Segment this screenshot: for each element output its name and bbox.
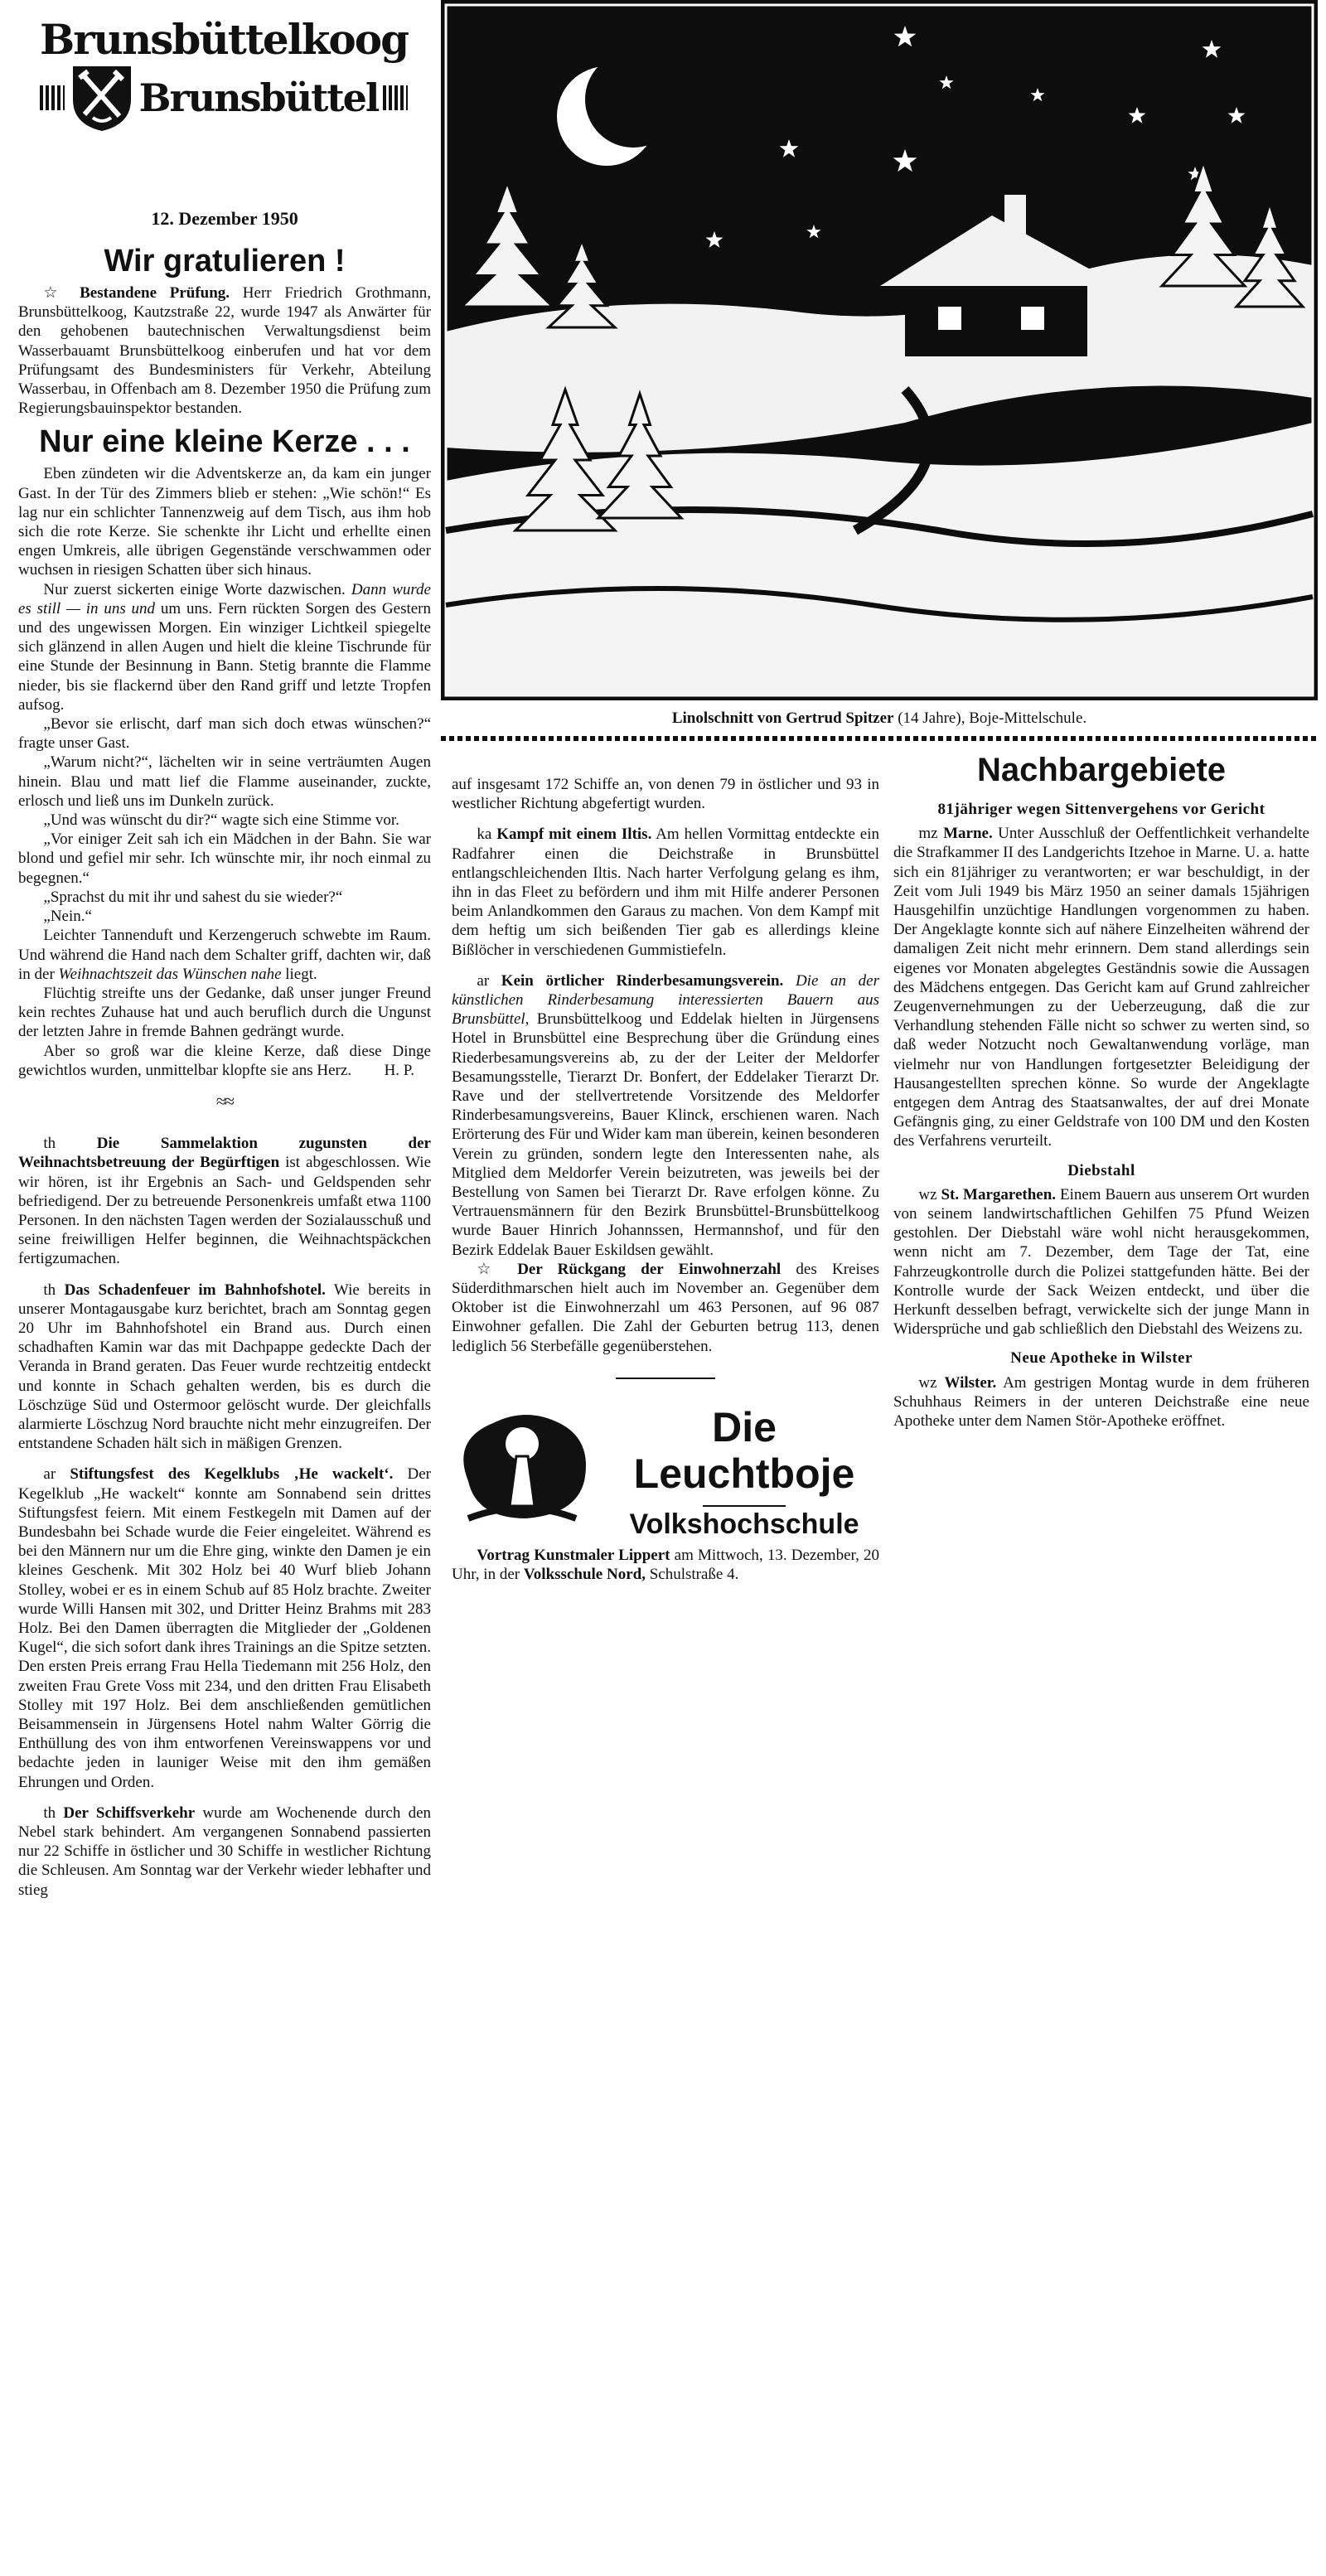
text-run: ar [477,971,501,990]
text-run: Flüchtig streifte uns der Gedanke, daß unser junger Freund kein rechtes Zuhause hat und auch beruflich durch die Ungunst der letzten Jahre in fremde Bahnen gedrängt wurde. [18,984,431,1041]
ad-text-mid: am Mittwoch, 13. Dezember, 20 Uhr, in der [452,1547,879,1584]
text-run: Der Kegelklub „He wackelt“ konnte am Sonnabend sein drittes Stiftungsfest feiern. Mit einem Festkegeln mit Damen auf der Bundesbahn bei Schade wurde die Feier eingeleitet. Während es bei den Männern nur um die Ehre ging, winkte den Damen je ein kleines Geschenk. Mit 302 Holz bei 40 Wurf blieb Johann Stolley, wobei er es in einem Schub auf 85 Holz brachte. Zweiter wurde Willi Hansen mit 302, und Dritter Heinz Brahms mit 283 Holz. Bei den Damen überragten die Mitglieder der „Goldenen Kugel“, die sich sofort dank ihres Trainings an die Spitze setzten. Den ersten Preis errang Frau Hella Tiedemann mit 256 Holz, den zweiten Frau Grete Voss mit 234, und den dritten Frau Elisabeth Stolley mit 197 Holz. Bei dem anschließenden gemütlichen Beisammensein in Jürgensens Hotel nahm Walter Görrig die Enthüllung des von ihm entworfenen Vereinswappens vor und bedachte jeden in launiger Weise mit den ihm gemäßen Ehrungen und Orden. [18,1465,431,1791]
masthead-line2: Brunsbüttel [138,75,379,120]
anchor-shield-icon [70,63,134,133]
article-lead: Wilster. [944,1373,997,1392]
text-run: th [43,1135,97,1153]
column-right [893,750,1309,1431]
ad-leuchtboje [452,1404,879,1585]
article-lead: Der Schiffsverkehr [63,1804,196,1822]
issue-date: 12. Dezember 1950 [151,208,298,229]
article-paragraph [18,984,431,1042]
article-paragraph [452,971,879,1260]
text-run: th [43,1281,65,1299]
dotted-divider [441,736,1318,741]
article-paragraph [18,907,431,926]
caption-artist: Linolschnitt von Gertrud Spitzer [671,709,894,727]
article-lead: Das Schadenfeuer im Bahnhofshotel. [64,1281,326,1299]
article-lead: Kein örtlicher Rinderbesamungsverein. [501,971,784,990]
text-run: „Bevor sie erlischt, darf man sich doch etwas wünschen?“ fragte unser Gast. [18,715,431,753]
article-paragraph [18,1281,431,1454]
text-run: „Nein.“ [43,908,92,926]
article-paragraph [18,1804,431,1900]
text-run: „Und was wünscht du dir?“ wagte sich eine Stimme vor. [43,811,399,830]
article-lead: Der Rückgang der Einwohnerzahl [517,1260,782,1278]
article-paragraph [18,1042,431,1080]
article-paragraph [18,753,431,811]
text-run: um uns. Fern rückten Sorgen des Gestern und des ungewissen Morgen. Ein winziger Lichtkeil spiegelte sich glänzend in allen Augen und hielt die kleine Tischrunde für eine Stunde der Besinnung in Bann. Stetig brannte die Flamme nieder, bis sie flackernd über den Rand griff und letzte Tropfen aufsog. [18,599,431,714]
article-lead: Kampf mit einem Iltis. [496,826,652,844]
text-run: wz [918,1373,945,1392]
text-run: ist abgeschlossen. Wie wir hören, ist ihr Ergebnis an Sach- und Geldspenden sehr befriedigend. Der zu betreuende Personenkreis umfaßt etwa 1100 Personen. In den nächsten Tagen werden der Sozialausschuß und seine freiwilligen Helfer beginnen, die Weihnachtspäckchen fertigzumachen. [18,1154,432,1268]
text-run: Dann wurde es still — in uns und [18,580,431,617]
article-paragraph [18,283,431,418]
rule [616,1378,715,1379]
text-run: Brunsbüttelkoog und Eddelak hielten in Jürgensens Hotel in Brunsbüttel eine Besprechung über die Gründung eines Riederbesamungsvereins ab, zu der der Leiter der Meldorfer Besamungsstelle, Tierarzt Dr. Bonfert, der Eddelaker Tierarzt Dr. Rave und der stellvertretende Vorsitzende des Meldorfer Rinderbesamungsvereins, Bauer Klinck, erschienen waren. Nach Erörterung des Für und Wider kam man überein, keinen besonderen Verein zu gründen, sondern legte den Interessenten nahe, als Mitglied dem Meldorfer Verein beizutreten, was jeweils bei der Bestellung von Samen bei Tierarzt Dr. Rave erfolgen könne. Zu Vertrauensmännern für den Bezirk Brunsbüttel-Brunsbüttelkoog wurde Bauer Hinrich Johannssen, Hermannshof, und für den Bezirk Eddelak Bauer Eskildsen gewählt. [452,1010,879,1259]
lighthouse-buoy-icon [452,1407,593,1531]
text-run: „Vor einiger Zeit sah ich ein Mädchen in der Bahn. Sie war blond und gefiel mir sehr. Ich wünschte mir, ihr noch einmal zu begegnen.“ [18,830,431,887]
text-run: auf insgesamt 172 Schiffe an, von denen 79 in östlicher und 93 in westlicher Richtung abgefertigt wurden. [452,776,879,813]
ribbon-right [383,85,408,110]
subheading: Neue Apotheke in Wilster [1010,1349,1193,1368]
text-run: th [43,1804,64,1822]
subheading: 81jähriger wegen Sittenvergehens vor Gericht [937,801,1266,818]
text-run: Weihnachtszeit das Wünschen nahe [58,965,282,983]
article-paragraph [18,830,431,888]
article-paragraph [452,775,879,813]
text-run: Am gestrigen Montag wurde in dem früheren Schuhhaus Reimers in der unteren Deichstraße eine neue Apotheke unter dem Namen Stör-Apotheke eröffnet. [893,1373,1309,1431]
heading: Nur eine kleine Kerze . . . [39,424,410,460]
text-run: liegt. [281,965,317,983]
article-paragraph [18,811,431,830]
text-run: des Kreises Süderdithmarschen hielt auch im November an. Gegenüber dem Oktober ist die Einwohnerzahl um 463 Personen, auf 96 087 Einwohner gefallen. Die Zahl der Geburten betrug 113, denen lediglich 56 Sterbefälle gegenüberstehen. [452,1260,879,1355]
ad-text [452,1546,879,1584]
text-run: Herr Friedrich Grothmann, Brunsbüttelkoog, Kautzstraße 22, wurde 1947 als Anwärter für den gehobenen bautechnischen Verwaltungsdienst beim Wasserbauamt Brunsbüttelkoog einberufen und hat vor dem Prüfungsamt des Bundesministers für Verkehr, Abteilung Wasserbau, in Offenbach am 8. Dezember 1950 die Prüfung zum Regierungsbauinspektor bestanden. [18,284,431,418]
ad-text-bold: Volksschule Nord, [523,1566,646,1584]
article-lead: Marne. [943,825,993,843]
ad-subtitle: Volkshochschule [629,1508,859,1540]
heading-gratulieren: Wir gratulieren ! [104,244,346,278]
ad-title: Die Leuchtboje [633,1403,855,1497]
article-paragraph [452,1260,879,1356]
article-paragraph [18,714,431,753]
masthead-line1: Brunsbüttelkoog [39,15,409,64]
text-run: Aber so groß war die kleine Kerze, daß diese Dinge gewichtlos wurden, unmittelbar klopfte sie ans Herz. [18,1042,431,1079]
text-run: wurde am Wochenende durch den Nebel stark behindert. Am vergangenen Sonnabend passierten nur 22 Schiffe in östlicher und 30 Schiffe in westlicher Richtung die Schleusen. Am Sonntag war der Verkehr wieder lebhafter und stieg [18,1804,432,1899]
illustration-caption [441,709,1318,728]
text-run: Wie bereits in unserer Montagausgabe kurz berichtet, brach am Sonntag gegen 20 Uhr im Bahnhofshotel ein Brand aus. Durch einen schadhaften Kamin war das mit Dachpappe gedeckte Dach der Veranda in Brand geraten. Das Feuer wurde rechtzeitig entdeckt und konnte in Schach gehalten werden, bis es durch die Löschzüge Süd und Ostermoor gelöscht wurde. Der gleichfalls alarmierte Löschzug Nord brauchte nicht mehr einzugreifen. Der entstandene Schaden hält sich in mäßigen Grenzen. [18,1281,432,1453]
article-paragraph [18,1134,431,1268]
text-run: ☆ [43,284,80,302]
author-signature: H. P. [384,1061,414,1079]
masthead [25,15,423,133]
text-run: Am hellen Vormittag entdeckte ein Radfahrer einen die Deichstraße in Brunsbüttel entlangschleichenden Iltis. Nach harter Verfolgung gelang es ihm, ihn in das Fleet zu befördern und ihm mit Hilfe anderer Personen beim Anlandkommen den Garaus zu machen. Von dem Kampf mit dem heftig um sich beißenden Tier gab es allerdings kleine Bißlöcher in verschiedenen Gummistiefeln. [452,826,879,959]
text-run: Einem Bauern aus unserem Ort wurden von seinem landwirtschaftlichen Gehilfen 75 Pfund Weizen gestohlen. Der Diebstahl wäre wohl nicht herausgekommen, wenn nicht am 7. Dezember, dem Tage der Tat, eine Fahrzeugkontrolle durch die Polizei stattgefunden hätte. Bei der Kontrolle wurde der Sack Weizen entdeckt, und über die Herkunft desselben befragt, verwickelte sich der junge Mann in Widersprüche und gab schließlich den Diebstahl des Weizens zu. [893,1185,1309,1339]
text-run: „Warum nicht?“, lächelten wir in seine verträumten Augen hinein. Blau und matt lief die Flamme auseinander, zuckte, erlosch und ließ uns im Dunkeln zurück. [18,753,431,810]
article-paragraph [893,1373,1309,1431]
article-paragraph [18,926,431,984]
article-paragraph [18,888,431,907]
text-run: wz [918,1185,941,1203]
article-paragraph [18,580,431,714]
caption-rest: (14 Jahre), Boje-Mittelschule. [893,709,1087,727]
text-run: Nur zuerst sickerten einige Worte dazwischen. [43,580,351,598]
ornament-divider: ≈≈ [215,1090,234,1111]
column-middle [452,775,879,1600]
heading: Nachbargebiete [976,752,1227,788]
text-run: ☆ [477,1260,518,1278]
subheading: Diebstahl [1067,1161,1135,1179]
article-paragraph [18,464,431,579]
column-left [18,237,431,1900]
text-run: „Sprachst du mit ihr und sahest du sie wieder?“ [43,888,343,906]
text-run: ar [43,1465,70,1484]
text-run: Leichter Tannenduft und Kerzengeruch schwebte im Raum. Und während die Hand nach dem Schalter griff, dachten wir, daß in der [18,927,431,983]
article-lead: Die Sammelaktion zugunsten der Weihnachtsbetreuung der Begürftigen [18,1135,431,1172]
ad-text-end: Schulstraße 4. [645,1566,739,1584]
article-lead: St. Margarethen. [941,1185,1057,1203]
text-run: Eben zündeten wir die Adventskerze an, da kam ein junger Gast. In der Tür des Zimmers blieb er stehen: „Wie schön!“ Es lag nur ein schlichter Tannenzweig auf dem Tisch, aus ihm hob sich die rote Kerze. Sie schenkte ihr Licht und erhellte einen engen Umkreis, alle übrigen Gegenstände verschwammen oder wuchsen in riesigen Schatten über sich hinaus. [18,465,431,579]
article-lead: Stiftungsfest des Kegelklubs ‚He wackelt‘. [70,1465,394,1484]
text-run: Unter Ausschluß der Oeffentlichkeit verhandelte die Strafkammer II des Landgerichts Itzehoe in Marne. U. a. hatte sich ein 81jähriger zu verantworten; er war beschuldigt, in der Zeit vom Juli 1949 bis März 1950 an seiner damals 15jährigen Hausgehilfin unzüchtige Handlungen vorgenommen zu haben. Der Angeklagte konnte sich auf nähere Einzelheiten während der damaligen Zeit nicht mehr erinnern. Dem stand allerdings sein eigenes vor Monaten abgelegtes Geständnis sowie die Aussagen des Mädchens entgegen. Das Gericht kam auf Grund zahlreicher Zeugenvernehmungen zu der Ueberzeugung, daß die zur Verhandlung stehenden Fälle nicht so schwer zu werten sind, so daß weder Notzucht noch Gewaltanwendung vorläge, man vielmehr nur von Handlungen fortgesetzter Beleidigung der Hausangestellten sprechen könne. So wurde der Angeklagte entgegen dem Antrag des Staatsanwaltes, der auf drei Monate Gefängnis ging, zu einer Geldstrafe von 100 DM und den Kosten des Verfahrens verurteilt. [893,825,1309,1150]
article-paragraph [18,1465,431,1791]
ad-rule [703,1505,786,1507]
article-paragraph [452,825,879,959]
article-lead: Bestandene Prüfung. [80,284,230,302]
ribbon-left [40,85,65,110]
article-paragraph [893,824,1309,1150]
text-run: mz [918,825,944,843]
article-paragraph [893,1185,1309,1339]
ad-text-bold: Vortrag Kunstmaler Lippert [477,1547,670,1565]
linocut-winter-illustration [441,0,1318,700]
text-run: Die an der künstlichen Rinderbesamung interessierten Bauern aus Brunsbüttel, [452,971,879,1029]
text-run: ka [477,826,497,844]
article-gratulieren [18,242,431,418]
